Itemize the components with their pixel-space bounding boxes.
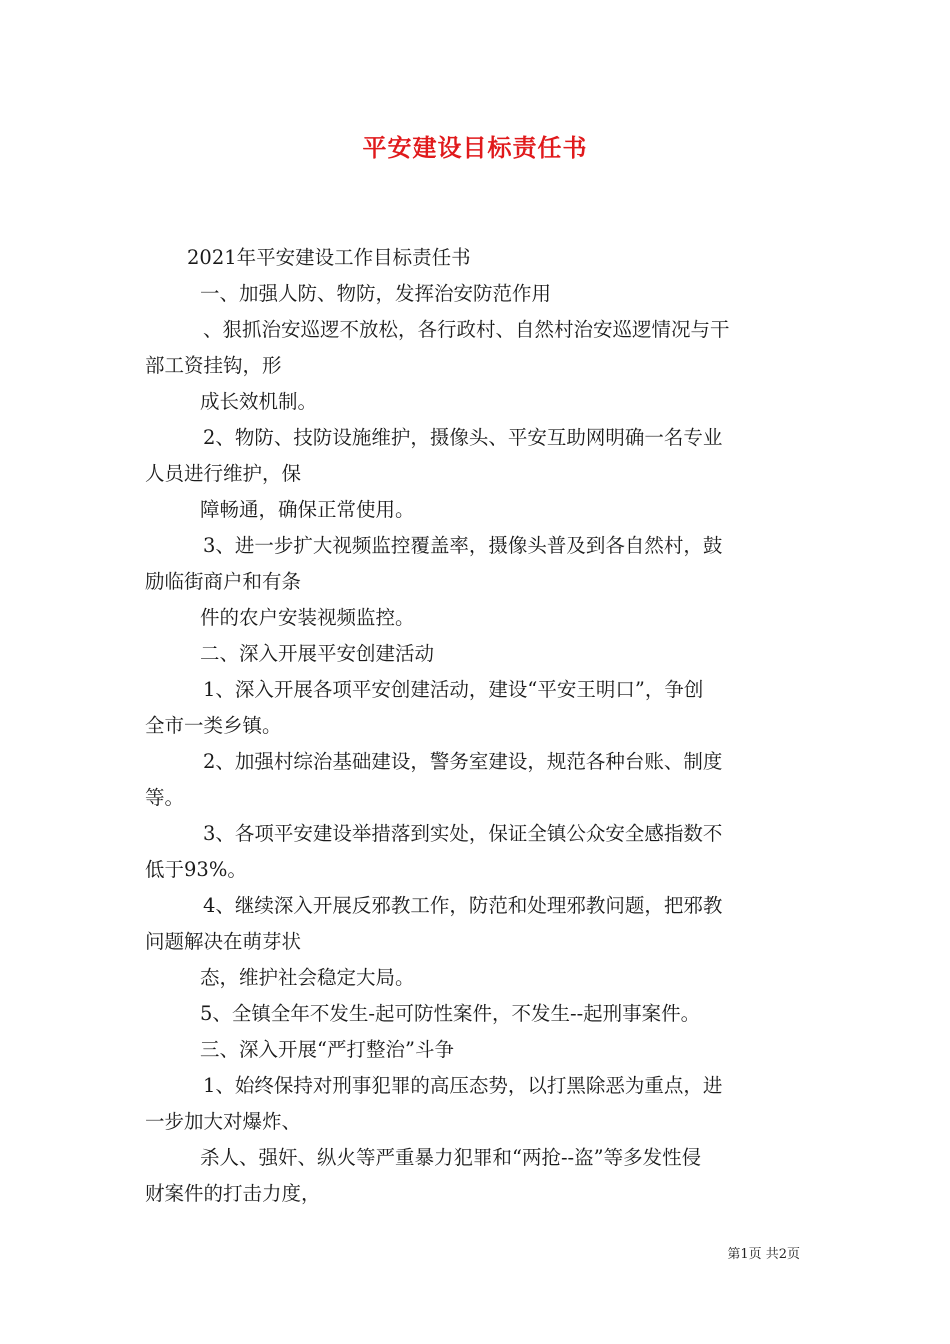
paragraph-heading-line: 2021年平安建设工作目标责任书 <box>187 246 471 269</box>
paragraph-line: 件的农户安装视频监控。 <box>200 606 415 629</box>
paragraph-line: 态，维护社会稳定大局。 <box>200 966 415 989</box>
section-heading-1: 一、加强人防、物防，发挥治安防范作用 <box>200 282 552 305</box>
paragraph-line: 一步加大对爆炸、 <box>145 1110 302 1133</box>
paragraph-line: 杀人、强奸、纵火等严重暴力犯罪和“两抢--盗”等多发性侵 <box>200 1146 702 1169</box>
paragraph-line: 4、继续深入开展反邪教工作，防范和处理邪教问题，把邪教 <box>203 894 723 917</box>
paragraph-line: 问题解决在萌芽状 <box>145 930 302 953</box>
paragraph-line: 部工资挂钩，形 <box>145 354 282 377</box>
paragraph-line: 5、全镇全年不发生-起可防性案件，不发生--起刑事案件。 <box>200 1002 701 1025</box>
paragraph-line: 励临街商户和有条 <box>145 570 302 593</box>
paragraph-line: 、狠抓治安巡逻不放松，各行政村、自然村治安巡逻情况与干 <box>203 318 730 341</box>
paragraph-line: 3、进一步扩大视频监控覆盖率，摄像头普及到各自然村，鼓 <box>203 534 723 557</box>
paragraph-line: 成长效机制。 <box>200 390 318 413</box>
paragraph-line: 全市一类乡镇。 <box>145 714 282 737</box>
paragraph-line: 人员进行维护，保 <box>145 462 302 485</box>
paragraph-line: 财案件的打击力度， <box>145 1182 321 1205</box>
paragraph-line: 等。 <box>145 786 185 809</box>
paragraph-line: 低于93%。 <box>145 858 247 881</box>
document-title: 平安建设目标责任书 <box>362 133 588 162</box>
section-heading-3: 三、深入开展“严打整治”斗争 <box>200 1038 454 1061</box>
paragraph-line: 障畅通，确保正常使用。 <box>200 498 415 521</box>
document-body <box>145 240 810 1212</box>
paragraph-line: 1、始终保持对刑事犯罪的高压态势，以打黑除恶为重点，进 <box>203 1074 723 1097</box>
page-number-footer: 第1页 共2页 <box>727 1247 800 1262</box>
paragraph-line: 1、深入开展各项平安创建活动，建设“平安王明口”，争创 <box>203 678 704 701</box>
paragraph-line: 3、各项平安建设举措落到实处，保证全镇公众安全感指数不 <box>203 822 723 845</box>
paragraph-line: 2、物防、技防设施维护，摄像头、平安互助网明确一名专业 <box>203 426 723 449</box>
section-heading-2: 二、深入开展平安创建活动 <box>200 642 435 665</box>
paragraph-line: 2、加强村综治基础建设，警务室建设，规范各种台账、制度 <box>203 750 723 773</box>
